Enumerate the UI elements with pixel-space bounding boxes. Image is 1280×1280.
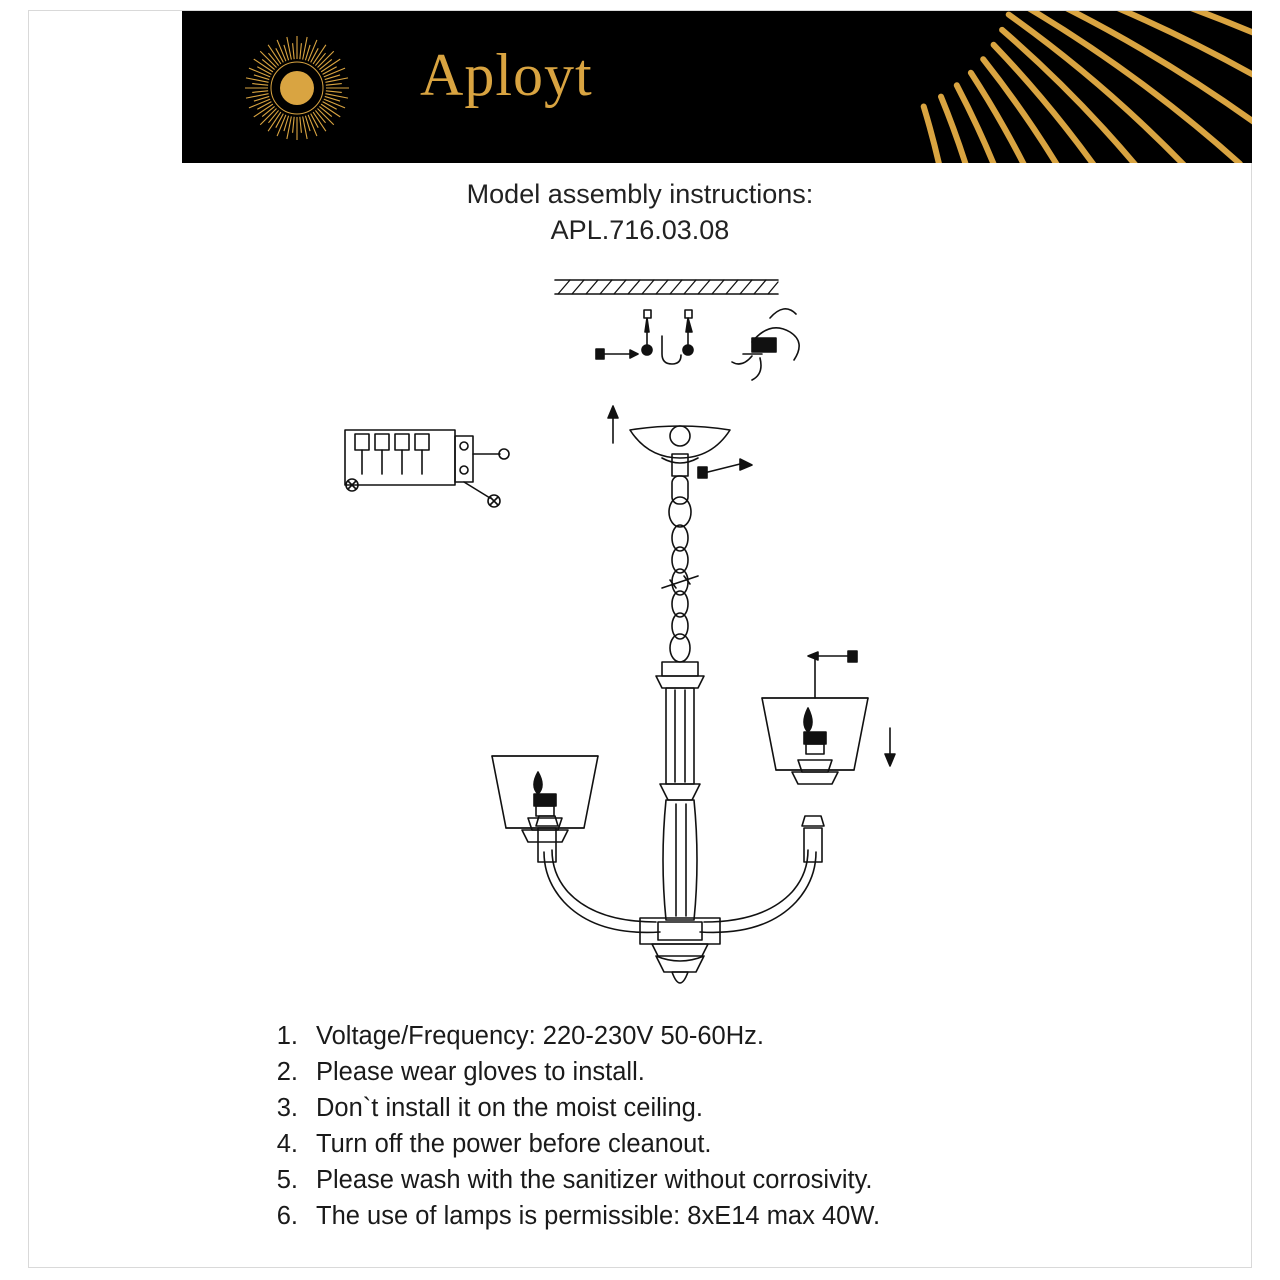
chain — [669, 476, 691, 662]
screw-and-anchor-set — [642, 310, 693, 355]
list-item-text: The use of lamps is permissible: 8xE14 max 40W. — [316, 1202, 881, 1230]
list-item-number: 6. — [276, 1202, 298, 1230]
screwdriver-icon — [596, 349, 638, 359]
list-item-text: Turn off the power before cleanout. — [316, 1130, 712, 1158]
screwdriver-icon-2 — [698, 459, 752, 478]
list-item-number: 1. — [276, 1022, 298, 1050]
list-item — [252, 1198, 1052, 1234]
mounting-hook — [662, 336, 681, 364]
assembly-diagram — [300, 258, 1000, 1018]
lamp-shade-right — [762, 658, 868, 784]
brand-wordmark: Aployt — [420, 42, 593, 108]
arrow-down-icon — [885, 728, 895, 766]
terminal-block — [345, 430, 509, 507]
list-item — [252, 1126, 1052, 1162]
ceiling-cup — [630, 426, 730, 476]
list-item-text: Voltage/Frequency: 220-230V 50-60Hz. — [316, 1022, 764, 1050]
sunburst-logo-icon — [242, 33, 352, 143]
list-item-number: 4. — [276, 1130, 298, 1158]
bottom-finial — [640, 918, 720, 983]
instruction-list — [252, 1018, 1052, 1234]
list-item-text: Please wear gloves to install. — [316, 1058, 645, 1086]
title-line-2: APL.716.03.08 — [550, 215, 730, 245]
lamp-shade-left — [492, 756, 598, 842]
ceiling-hatching — [555, 280, 778, 294]
list-item — [252, 1018, 1052, 1054]
list-item-number: 5. — [276, 1166, 298, 1194]
page-title — [0, 176, 1280, 248]
wire-connector — [732, 309, 799, 380]
fan-rays-decoration-icon — [862, 11, 1252, 163]
list-item — [252, 1162, 1052, 1198]
list-item-number: 3. — [276, 1094, 298, 1122]
lamp-arm-left — [536, 816, 660, 932]
chain-link-open-tool — [662, 576, 698, 588]
list-item-text: Don`t install it on the moist ceiling. — [316, 1094, 703, 1122]
title-line-1: Model assembly instructions: — [466, 179, 814, 209]
list-item-text: Please wash with the sanitizer without corrosivity. — [316, 1166, 873, 1194]
central-column — [656, 662, 704, 920]
lamp-arm-right — [700, 816, 824, 932]
list-item-number: 2. — [276, 1058, 298, 1086]
arrow-up-icon — [608, 406, 618, 443]
brand-banner — [182, 11, 1252, 163]
list-item — [252, 1054, 1052, 1090]
list-item — [252, 1090, 1052, 1126]
